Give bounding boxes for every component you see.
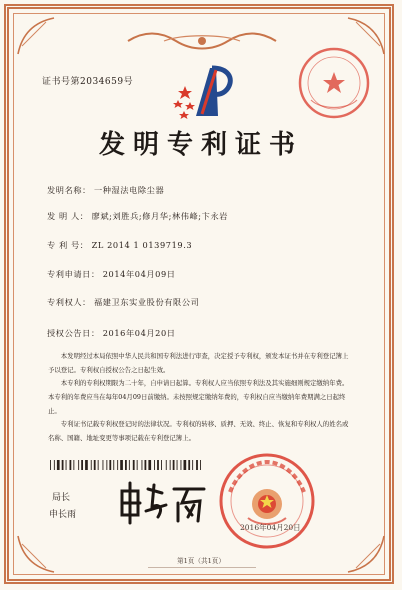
barcode-bar — [133, 460, 135, 470]
field-invention-name — [47, 185, 164, 196]
barcode-bar — [54, 460, 55, 470]
barcode-bar — [70, 460, 72, 470]
barcode-bar — [181, 460, 182, 470]
barcode-bar — [129, 460, 130, 470]
field-value: 廖斌;刘胜兵;修月华;林伟峰;卞永岩 — [91, 211, 229, 221]
barcode-bar — [94, 460, 96, 470]
paragraph-grant: 本发明经过本局依照中华人民共和国专利法进行审查，决定授予专利权，颁发本证书并在专利登记簿上予以登记。专利权自授权公告之日起生效。 — [48, 352, 349, 374]
corner-ornament-bottom-right — [346, 534, 386, 574]
barcode-bar — [73, 460, 74, 470]
field-patent-number — [47, 240, 192, 251]
field-application-date — [47, 269, 176, 280]
barcode-bar — [148, 460, 151, 470]
barcode-bar — [200, 460, 201, 470]
barcode-bar — [184, 460, 187, 470]
barcode-bar — [98, 460, 99, 470]
field-value: 一种湿法电除尘器 — [93, 185, 165, 195]
barcode-bar — [66, 460, 67, 470]
field-label: 专利申请日： — [47, 269, 100, 279]
barcode-bar — [62, 460, 64, 470]
barcode-bar — [50, 460, 51, 470]
barcode-bar — [170, 460, 171, 470]
footer-rule — [148, 567, 256, 568]
barcode-bar — [91, 460, 92, 470]
field-value: 福建卫东实业股份有限公司 — [93, 297, 200, 307]
field-grant-date — [47, 328, 176, 339]
barcode-bar — [188, 460, 190, 470]
barcode-bar — [173, 460, 175, 470]
barcode-bar — [125, 460, 127, 470]
director-title: 局长 — [52, 493, 71, 503]
certificate-title: 发明专利证书 — [98, 130, 303, 160]
page-footer: 第1页（共1页） — [177, 557, 225, 565]
field-value: 2014年04月09日 — [102, 269, 176, 279]
barcode-bar — [85, 460, 88, 470]
field-value: 2016年04月20日 — [102, 328, 176, 338]
barcode-bar — [78, 460, 79, 470]
barcode-bar — [142, 460, 143, 470]
top-ornament — [124, 30, 280, 52]
field-value: ZL 2014 1 0139719.3 — [91, 240, 193, 250]
barcode-bar — [177, 460, 178, 470]
barcode-bar — [113, 460, 114, 470]
barcode-bar — [157, 460, 159, 470]
barcode-bar — [161, 460, 162, 470]
barcode-bar — [81, 460, 83, 470]
field-label: 专 利 号： — [47, 240, 89, 250]
field-label: 专利权人： — [47, 297, 91, 307]
field-label: 发明名称： — [47, 185, 91, 195]
barcode-bar — [117, 460, 118, 470]
barcode-bar — [196, 460, 198, 470]
corner-ornament-top-left — [16, 16, 56, 56]
seal-date: 2016年04月20日 — [240, 523, 301, 532]
corner-ornament-bottom-left — [16, 534, 56, 574]
barcode-bar — [154, 460, 155, 470]
certificate-number: 证书号第2034659号 — [42, 77, 134, 87]
barcode-bar — [103, 460, 104, 470]
field-label: 发 明 人： — [47, 211, 89, 221]
field-patentee — [47, 297, 199, 308]
barcode-bar — [166, 460, 167, 470]
paragraph-registration: 专利证书记载专利权登记时的法律状况。专利权的转移、质押、无效、终止、恢复和专利权人的姓名或名称、国籍、地址变更等事项记载在专利登记簿上。 — [48, 420, 349, 442]
barcode-bar — [109, 460, 111, 470]
barcode — [50, 460, 206, 470]
field-inventors — [47, 211, 228, 222]
handwritten-signature — [118, 481, 210, 525]
patent-office-logo-icon — [172, 64, 238, 120]
barcode-bar — [192, 460, 193, 470]
field-label: 授权公告日： — [47, 328, 100, 338]
director-name: 申长雨 — [49, 510, 77, 520]
official-seal — [218, 452, 316, 550]
barcode-bar — [145, 460, 147, 470]
barcode-bar — [106, 460, 107, 470]
barcode-bar — [120, 460, 123, 470]
barcode-bar — [137, 460, 138, 470]
paragraph-term: 本专利的专利权期限为二十年，自申请日起算。专利权人应当依照专利法及其实施细则规定缴纳年费。本专利的年费应当在每年04月09日前缴纳。未按照规定缴纳年费的，专利权自应当缴纳年费期满之日起终止。 — [48, 379, 349, 415]
top-right-seal — [297, 46, 371, 120]
barcode-bar — [57, 460, 60, 470]
